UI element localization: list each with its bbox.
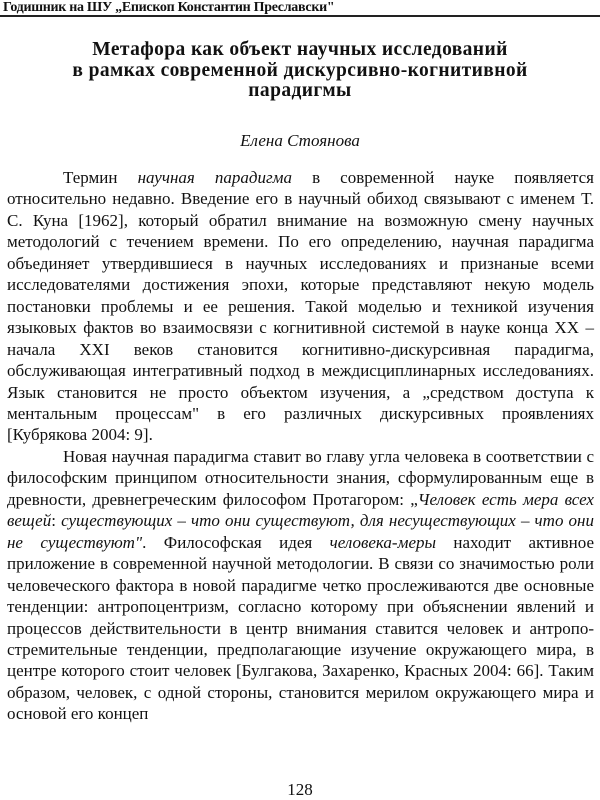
text-segment: : bbox=[51, 511, 62, 531]
header-rule bbox=[0, 15, 600, 17]
text-segment: находит активное приложение в современной научной методологии. В связи со значимостью роли человеческого фактора в новой парадигме четко прослеживаются две основные тенденции: антропоцентризм, согласно которому при объяснении явлений и процессов действительности в центр внимания ставится человек и антропостремительные тенденции, предполагающие изучение окружающего мира, в центре которого стоит человек [Булгакова, Захаренко, Красных 2004: 66]. Таким образом, человек, с одной стороны, становится мерилом окружающего мира и основой его концеп bbox=[7, 532, 594, 724]
italic-term: человека-меры bbox=[329, 532, 436, 552]
title-line: Метафора как объект научных исследований bbox=[92, 39, 508, 60]
italic-quote: существующих – что они существуют, для несуществующих – что они не существуют" bbox=[7, 511, 594, 552]
title-line: в рамках современной дискурсивно-когнитивной bbox=[72, 59, 528, 81]
italic-term: научная парадигма bbox=[137, 168, 292, 187]
italic-quote: Человек есть мера всех вещей bbox=[7, 489, 594, 531]
page-number: 128 bbox=[287, 780, 313, 799]
text-segment: в современной науке появляется относительно недавно. Введение его в научный обиход связывают с именем Т. С. Куна [1962], который обратил внимание на возможную смену научных методологий с течением времени. По его определению, научная парадигма объединяет утвердившиеся в научных исследованиях и признаные всеми исследователями достижения эпохи, которые представляют некую модель постановки проблемы и ее решения. Такой моделью и техникой изучения языковых фактов во взаимосвязи с когнитивной системой в науке конца XX – начала XXI веков становится когнитивно-дискурсивная парадигма, обслуживающая интегративный подход в междисциплинарных исследованиях. Язык становится не просто объектом изучения, а „средством доступа к ментальным процессам" в его различных дискурсивных проявлениях [Кубрякова 2004: 9]. bbox=[7, 168, 594, 445]
text-segment: Новая научная парадигма ставит во главу угла человека в соответствии с философским принципом относительности знания, сформулированным еще в древности, древнегреческим философом Протагором: „ bbox=[7, 446, 594, 509]
article-body bbox=[7, 167, 594, 725]
paragraph bbox=[7, 446, 594, 725]
title-line: парадигмы bbox=[248, 80, 352, 101]
article-title bbox=[0, 40, 600, 102]
author-name: Елена Стоянова bbox=[240, 131, 360, 150]
running-header: Годишник на ШУ „Епископ Константин Преславски" bbox=[3, 0, 335, 15]
text-segment: . Философская идея bbox=[142, 532, 330, 552]
text-segment: Термин bbox=[63, 168, 138, 187]
paragraph bbox=[7, 167, 594, 446]
